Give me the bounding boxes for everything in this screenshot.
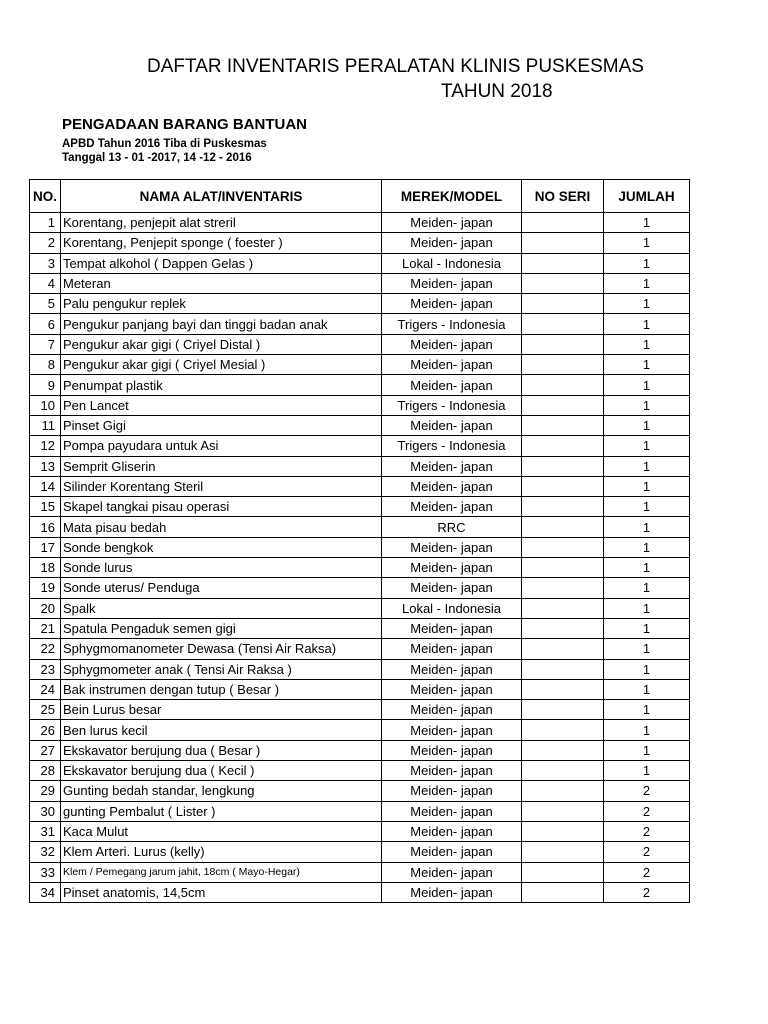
cell-no: 22 (30, 639, 61, 659)
cell-jumlah: 1 (604, 273, 690, 293)
cell-name: Pen Lancet (61, 395, 382, 415)
cell-jumlah: 2 (604, 842, 690, 862)
cell-name: Ekskavator berujung dua ( Kecil ) (61, 761, 382, 781)
table-row (30, 253, 690, 273)
cell-seri (522, 314, 604, 334)
cell-no: 10 (30, 395, 61, 415)
table-row (30, 740, 690, 760)
cell-jumlah: 1 (604, 618, 690, 638)
table-row (30, 436, 690, 456)
cell-name: Sonde bengkok (61, 537, 382, 557)
cell-jumlah: 2 (604, 882, 690, 902)
table-row (30, 679, 690, 699)
cell-no: 6 (30, 314, 61, 334)
cell-merek: Meiden- japan (382, 578, 522, 598)
cell-seri (522, 395, 604, 415)
cell-name: Pengukur panjang bayi dan tinggi badan anak (61, 314, 382, 334)
table-row (30, 842, 690, 862)
cell-name: Ben lurus kecil (61, 720, 382, 740)
table-row (30, 456, 690, 476)
cell-seri (522, 294, 604, 314)
cell-name: Pengukur akar gigi ( Criyel Mesial ) (61, 355, 382, 375)
cell-jumlah: 1 (604, 476, 690, 496)
table-row (30, 517, 690, 537)
column-header-name: NAMA ALAT/INVENTARIS (61, 180, 382, 213)
cell-jumlah: 1 (604, 355, 690, 375)
table-row (30, 821, 690, 841)
cell-seri (522, 842, 604, 862)
cell-name: Mata pisau bedah (61, 517, 382, 537)
cell-name: Gunting bedah standar, lengkung (61, 781, 382, 801)
cell-jumlah: 1 (604, 233, 690, 253)
cell-merek: Meiden- japan (382, 537, 522, 557)
cell-name: Palu pengukur replek (61, 294, 382, 314)
cell-seri (522, 862, 604, 882)
cell-no: 27 (30, 740, 61, 760)
cell-merek: RRC (382, 517, 522, 537)
cell-no: 30 (30, 801, 61, 821)
cell-seri (522, 639, 604, 659)
cell-jumlah: 1 (604, 761, 690, 781)
cell-seri (522, 801, 604, 821)
cell-merek: Trigers - Indonesia (382, 314, 522, 334)
cell-no: 2 (30, 233, 61, 253)
table-row (30, 314, 690, 334)
cell-seri (522, 415, 604, 435)
cell-no: 15 (30, 497, 61, 517)
cell-merek: Meiden- japan (382, 476, 522, 496)
cell-jumlah: 1 (604, 517, 690, 537)
cell-merek: Meiden- japan (382, 659, 522, 679)
table-row (30, 497, 690, 517)
cell-merek: Meiden- japan (382, 415, 522, 435)
cell-no: 8 (30, 355, 61, 375)
cell-name: Spalk (61, 598, 382, 618)
cell-merek: Meiden- japan (382, 700, 522, 720)
cell-merek: Lokal - Indonesia (382, 253, 522, 273)
cell-name: Silinder Korentang Steril (61, 476, 382, 496)
cell-merek: Meiden- japan (382, 740, 522, 760)
table-row (30, 862, 690, 882)
cell-merek: Lokal - Indonesia (382, 598, 522, 618)
cell-merek: Meiden- japan (382, 781, 522, 801)
cell-no: 25 (30, 700, 61, 720)
inventory-table (29, 179, 690, 903)
cell-name: Penumpat plastik (61, 375, 382, 395)
inventory-table-header (30, 180, 690, 213)
cell-merek: Meiden- japan (382, 558, 522, 578)
table-row (30, 273, 690, 293)
cell-jumlah: 1 (604, 700, 690, 720)
cell-name: Pompa payudara untuk Asi (61, 436, 382, 456)
cell-no: 19 (30, 578, 61, 598)
cell-seri (522, 882, 604, 902)
cell-no: 26 (30, 720, 61, 740)
funding-source: APBD Tahun 2016 Tiba di Puskesmas (62, 138, 267, 150)
cell-no: 17 (30, 537, 61, 557)
cell-seri (522, 598, 604, 618)
cell-seri (522, 720, 604, 740)
section-subtitle: PENGADAAN BARANG BANTUAN (62, 116, 307, 133)
cell-name: Pinset Gigi (61, 415, 382, 435)
table-row (30, 618, 690, 638)
cell-no: 29 (30, 781, 61, 801)
cell-merek: Meiden- japan (382, 334, 522, 354)
cell-jumlah: 1 (604, 497, 690, 517)
cell-merek: Trigers - Indonesia (382, 395, 522, 415)
cell-no: 21 (30, 618, 61, 638)
cell-jumlah: 2 (604, 821, 690, 841)
cell-seri (522, 578, 604, 598)
cell-jumlah: 1 (604, 334, 690, 354)
cell-name: Semprit Gliserin (61, 456, 382, 476)
cell-name: Skapel tangkai pisau operasi (61, 497, 382, 517)
arrival-dates: Tanggal 13 - 01 -2017, 14 -12 - 2016 (62, 152, 252, 164)
cell-seri (522, 334, 604, 354)
cell-name: Sphygmometer anak ( Tensi Air Raksa ) (61, 659, 382, 679)
cell-merek: Meiden- japan (382, 679, 522, 699)
cell-seri (522, 537, 604, 557)
column-header-no: NO. (30, 180, 61, 213)
cell-no: 34 (30, 882, 61, 902)
cell-no: 11 (30, 415, 61, 435)
cell-name: Ekskavator berujung dua ( Besar ) (61, 740, 382, 760)
table-row (30, 537, 690, 557)
cell-jumlah: 1 (604, 294, 690, 314)
cell-no: 31 (30, 821, 61, 841)
cell-merek: Meiden- japan (382, 761, 522, 781)
cell-seri (522, 761, 604, 781)
table-row (30, 801, 690, 821)
table-row (30, 415, 690, 435)
cell-name: Korentang, penjepit alat streril (61, 213, 382, 233)
table-row (30, 558, 690, 578)
cell-seri (522, 355, 604, 375)
cell-jumlah: 1 (604, 456, 690, 476)
cell-name: Tempat alkohol ( Dappen Gelas ) (61, 253, 382, 273)
cell-jumlah: 2 (604, 862, 690, 882)
column-header-jumlah: JUMLAH (604, 180, 690, 213)
table-row (30, 476, 690, 496)
cell-jumlah: 1 (604, 720, 690, 740)
cell-jumlah: 1 (604, 253, 690, 273)
table-row (30, 882, 690, 902)
cell-name: Bein Lurus besar (61, 700, 382, 720)
column-header-merek: MEREK/MODEL (382, 180, 522, 213)
cell-no: 5 (30, 294, 61, 314)
cell-name: Pinset anatomis, 14,5cm (61, 882, 382, 902)
cell-seri (522, 273, 604, 293)
cell-no: 20 (30, 598, 61, 618)
cell-seri (522, 213, 604, 233)
cell-no: 23 (30, 659, 61, 679)
cell-merek: Trigers - Indonesia (382, 436, 522, 456)
cell-jumlah: 1 (604, 415, 690, 435)
cell-no: 32 (30, 842, 61, 862)
cell-merek: Meiden- japan (382, 842, 522, 862)
table-row (30, 578, 690, 598)
cell-merek: Meiden- japan (382, 801, 522, 821)
cell-no: 1 (30, 213, 61, 233)
column-header-seri: NO SERI (522, 180, 604, 213)
cell-no: 13 (30, 456, 61, 476)
cell-jumlah: 1 (604, 395, 690, 415)
cell-seri (522, 497, 604, 517)
cell-no: 14 (30, 476, 61, 496)
table-row (30, 395, 690, 415)
cell-merek: Meiden- japan (382, 882, 522, 902)
cell-seri (522, 740, 604, 760)
cell-name: Kaca Mulut (61, 821, 382, 841)
cell-merek: Meiden- japan (382, 294, 522, 314)
cell-seri (522, 476, 604, 496)
cell-seri (522, 517, 604, 537)
cell-jumlah: 1 (604, 679, 690, 699)
cell-name: Sphygmomanometer Dewasa (Tensi Air Raksa) (61, 639, 382, 659)
table-row (30, 355, 690, 375)
cell-jumlah: 2 (604, 801, 690, 821)
cell-merek: Meiden- japan (382, 233, 522, 253)
cell-no: 28 (30, 761, 61, 781)
cell-jumlah: 1 (604, 436, 690, 456)
table-row (30, 294, 690, 314)
cell-seri (522, 659, 604, 679)
cell-jumlah: 1 (604, 558, 690, 578)
cell-jumlah: 1 (604, 213, 690, 233)
cell-merek: Meiden- japan (382, 456, 522, 476)
cell-seri (522, 456, 604, 476)
cell-no: 7 (30, 334, 61, 354)
cell-seri (522, 253, 604, 273)
cell-merek: Meiden- japan (382, 618, 522, 638)
cell-jumlah: 1 (604, 659, 690, 679)
document-title-line2: TAHUN 2018 (441, 81, 553, 102)
table-row (30, 334, 690, 354)
cell-merek: Meiden- japan (382, 375, 522, 395)
cell-seri (522, 558, 604, 578)
cell-no: 4 (30, 273, 61, 293)
table-row (30, 639, 690, 659)
cell-merek: Meiden- japan (382, 821, 522, 841)
cell-merek: Meiden- japan (382, 720, 522, 740)
cell-jumlah: 1 (604, 375, 690, 395)
cell-name: Sonde lurus (61, 558, 382, 578)
cell-merek: Meiden- japan (382, 639, 522, 659)
cell-merek: Meiden- japan (382, 355, 522, 375)
cell-no: 24 (30, 679, 61, 699)
cell-no: 33 (30, 862, 61, 882)
cell-seri (522, 436, 604, 456)
cell-merek: Meiden- japan (382, 273, 522, 293)
cell-name: Meteran (61, 273, 382, 293)
cell-merek: Meiden- japan (382, 213, 522, 233)
cell-no: 3 (30, 253, 61, 273)
cell-no: 18 (30, 558, 61, 578)
cell-no: 9 (30, 375, 61, 395)
table-row (30, 761, 690, 781)
cell-seri (522, 233, 604, 253)
table-row (30, 700, 690, 720)
table-row (30, 659, 690, 679)
header-row (30, 180, 690, 213)
cell-seri (522, 700, 604, 720)
table-row (30, 375, 690, 395)
cell-jumlah: 1 (604, 598, 690, 618)
cell-seri (522, 821, 604, 841)
table-row (30, 781, 690, 801)
cell-no: 12 (30, 436, 61, 456)
table-row (30, 598, 690, 618)
cell-merek: Meiden- japan (382, 497, 522, 517)
table-row (30, 233, 690, 253)
document-title-line1: DAFTAR INVENTARIS PERALATAN KLINIS PUSKESMAS (147, 56, 644, 77)
cell-seri (522, 618, 604, 638)
cell-name: Sonde uterus/ Penduga (61, 578, 382, 598)
cell-jumlah: 1 (604, 314, 690, 334)
cell-seri (522, 375, 604, 395)
cell-jumlah: 1 (604, 537, 690, 557)
table-row (30, 213, 690, 233)
inventory-table-body (30, 213, 690, 903)
cell-name: Korentang, Penjepit sponge ( foester ) (61, 233, 382, 253)
cell-name: Klem / Pemegang jarum jahit, 18cm ( Mayo-Hegar) (61, 862, 382, 882)
cell-no: 16 (30, 517, 61, 537)
cell-name: gunting Pembalut ( Lister ) (61, 801, 382, 821)
cell-name: Spatula Pengaduk semen gigi (61, 618, 382, 638)
cell-seri (522, 679, 604, 699)
table-row (30, 720, 690, 740)
cell-seri (522, 781, 604, 801)
cell-jumlah: 1 (604, 740, 690, 760)
cell-jumlah: 1 (604, 639, 690, 659)
cell-jumlah: 2 (604, 781, 690, 801)
cell-jumlah: 1 (604, 578, 690, 598)
cell-name: Bak instrumen dengan tutup ( Besar ) (61, 679, 382, 699)
cell-merek: Meiden- japan (382, 862, 522, 882)
cell-name: Klem Arteri. Lurus (kelly) (61, 842, 382, 862)
cell-name: Pengukur akar gigi ( Criyel Distal ) (61, 334, 382, 354)
